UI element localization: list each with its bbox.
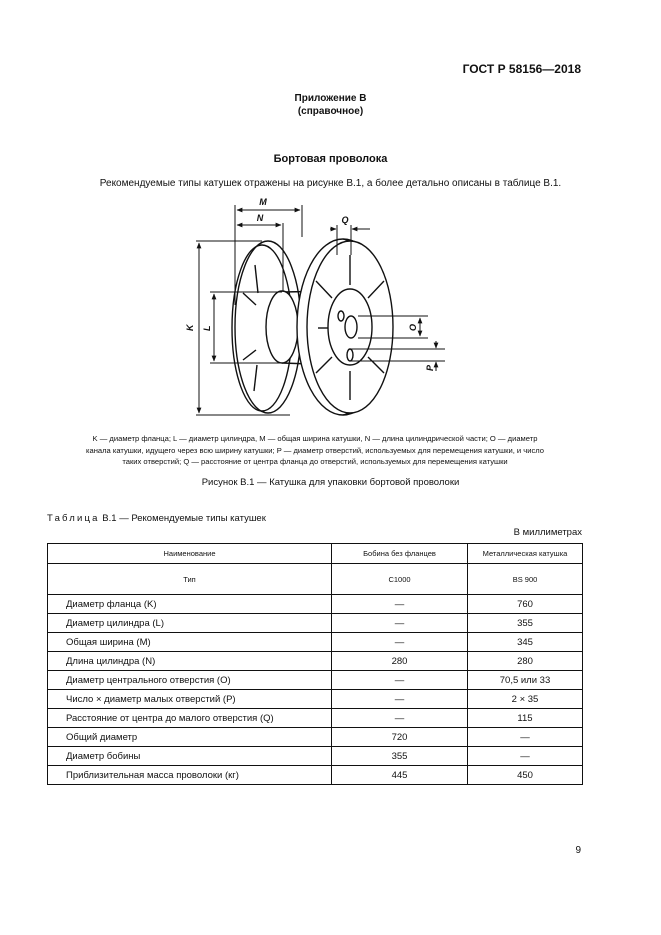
dimension-label-k: K: [185, 324, 195, 331]
row-c1: —: [332, 709, 468, 728]
row-name: Диаметр бобины: [48, 747, 332, 766]
row-c2: 70,5 или 33: [468, 671, 583, 690]
row-c1: —: [332, 595, 468, 614]
figure-legend: [46, 433, 584, 468]
annex-title: Приложение В: [294, 93, 367, 104]
row-c1: 280: [332, 652, 468, 671]
type-cell-name: Тип: [48, 564, 332, 595]
row-c2: 760: [468, 595, 583, 614]
annex-subtitle: (справочное): [297, 106, 364, 117]
row-name: Приблизительная масса проволоки (кг): [48, 766, 332, 785]
row-name: Расстояние от центра до малого отверстия (Q): [48, 709, 332, 728]
row-c2: —: [468, 747, 583, 766]
dimension-label-q: Q: [341, 215, 349, 225]
row-name: Общая ширина (M): [48, 633, 332, 652]
section-title: Бортовая проволока: [273, 153, 388, 165]
row-name: Число × диаметр малых отверстий (P): [48, 690, 332, 709]
row-name: Диаметр фланца (K): [48, 595, 332, 614]
standard-designation: ГОСТ Р 58156—2018: [462, 62, 581, 76]
table-row: [48, 728, 583, 747]
dimension-label-m: M: [259, 197, 267, 207]
header-cell-c2: Металлическая катушка: [468, 544, 583, 564]
row-name: Длина цилиндра (N): [48, 652, 332, 671]
table-row: [48, 633, 583, 652]
row-c1: —: [332, 690, 468, 709]
table-row: [48, 766, 583, 785]
table-row: [48, 690, 583, 709]
dimension-label-n: N: [256, 213, 264, 223]
row-c2: 355: [468, 614, 583, 633]
legend-line: K — диаметр фланца; L — диаметр цилиндра, M — общая ширина катушки, N — длина цилиндрической части; O — диаметр: [92, 434, 538, 443]
row-c2: —: [468, 728, 583, 747]
table-row: [48, 652, 583, 671]
legend-line: канала катушки, идущего через всю ширину катушки; P — диаметр отверстий, используемых для перемещения катушки, и число: [85, 445, 545, 455]
table-title-text: В.1 — Рекомендуемые типы катушек: [102, 513, 266, 524]
table-row: [48, 671, 583, 690]
row-c2: 2 × 35: [468, 690, 583, 709]
dimension-label-p: P: [425, 364, 435, 371]
table-units: В миллиметрах: [513, 527, 582, 538]
row-c1: 720: [332, 728, 468, 747]
row-name: Диаметр цилиндра (L): [48, 614, 332, 633]
table-row: [48, 614, 583, 633]
table-row: [48, 595, 583, 614]
spool-drawing: [232, 239, 393, 415]
table-header-row: [48, 544, 583, 564]
row-c2: 450: [468, 766, 583, 785]
row-name: Общий диаметр: [48, 728, 332, 747]
row-c1: —: [332, 671, 468, 690]
legend-line: таких отверстий; Q — расстояние от центра фланца до отверстий, используемых для перемещения катушки: [122, 457, 508, 466]
dimension-label-l: L: [202, 325, 212, 331]
dimension-label-o: O: [408, 323, 418, 331]
figure-caption: Рисунок В.1 — Катушка для упаковки бортовой проволоки: [201, 477, 460, 488]
table-row: [48, 747, 583, 766]
intro-paragraph: Рекомендуемые типы катушек отражены на рисунке В.1, а более детально описаны в таблице В.1.: [99, 178, 562, 189]
table-row: [48, 709, 583, 728]
row-c1: —: [332, 614, 468, 633]
table-label: Таблица: [47, 513, 100, 524]
spool-types-table: [47, 543, 583, 785]
row-c1: —: [332, 633, 468, 652]
spool-figure: [0, 195, 661, 425]
row-c1: 355: [332, 747, 468, 766]
header-cell-name: Наименование: [48, 544, 332, 564]
page-number: 9: [575, 845, 581, 856]
row-c1: 445: [332, 766, 468, 785]
row-c2: 115: [468, 709, 583, 728]
type-cell-c1: C1000: [332, 564, 468, 595]
row-c2: 280: [468, 652, 583, 671]
table-type-row: [48, 564, 583, 595]
row-c2: 345: [468, 633, 583, 652]
table-title: [47, 513, 266, 524]
header-cell-c1: Бобина без фланцев: [332, 544, 468, 564]
type-cell-c2: BS 900: [468, 564, 583, 595]
row-name: Диаметр центрального отверстия (O): [48, 671, 332, 690]
